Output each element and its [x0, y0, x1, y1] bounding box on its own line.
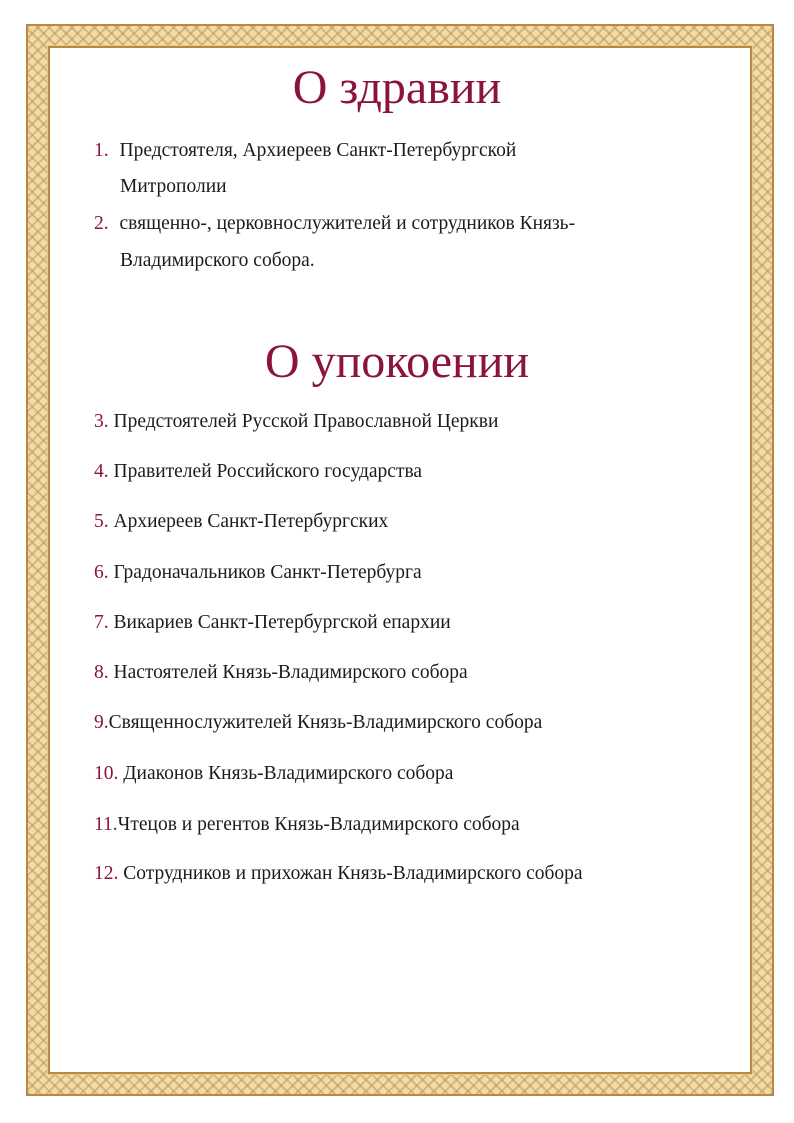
- item-text: Архиереев Санкт-Петербургских: [113, 511, 389, 532]
- item-text: Викариев Санкт-Петербургской епархии: [113, 612, 451, 633]
- repose-item-5: [94, 512, 388, 532]
- health-item-2-continuation: Владимирского собора.: [120, 250, 315, 271]
- item-number: 10.: [94, 763, 119, 784]
- repose-item-9: [94, 713, 542, 733]
- item-text: Настоятелей Князь-Владимирского собора: [113, 662, 468, 683]
- item-number: 8.: [94, 662, 109, 683]
- repose-item-12: [94, 864, 583, 884]
- repose-item-3: [94, 412, 498, 432]
- item-number: 7.: [94, 612, 109, 633]
- item-number: 3.: [94, 411, 109, 432]
- repose-title: О упокоении: [264, 335, 530, 388]
- item-number: 6.: [94, 562, 109, 583]
- item-number: 9.: [94, 712, 109, 733]
- item-number: 11.: [94, 814, 118, 835]
- item-text: Правителей Российского государства: [113, 461, 423, 482]
- health-item-1: [94, 141, 516, 161]
- item-text: Предстоятеля, Архиереев Санкт-Петербургской: [119, 140, 517, 161]
- item-number: 4.: [94, 461, 109, 482]
- item-text: Чтецов и регентов Князь-Владимирского собора: [117, 814, 520, 835]
- health-item-2: [94, 214, 575, 234]
- health-title: О здравии: [292, 61, 502, 114]
- item-number: 1.: [94, 140, 109, 161]
- repose-item-6: [94, 563, 422, 583]
- repose-item-7: [94, 613, 451, 633]
- repose-item-4: [94, 462, 422, 482]
- item-number: 12.: [94, 863, 119, 884]
- item-text: Градоначальников Санкт-Петербурга: [113, 562, 422, 583]
- item-text: Диаконов Князь-Владимирского собора: [123, 763, 454, 784]
- repose-item-8: [94, 663, 468, 683]
- item-text: Священнослужителей Князь-Владимирского собора: [108, 712, 543, 733]
- page-panel: [48, 46, 752, 1074]
- health-item-1-continuation: Митрополии: [120, 176, 227, 197]
- item-number: 2.: [94, 213, 109, 234]
- item-number: 5.: [94, 511, 109, 532]
- item-text: Предстоятелей Русской Православной Церкви: [113, 411, 499, 432]
- item-text: священно-, церковнослужителей и сотрудников Князь-: [119, 213, 576, 234]
- repose-item-10: [94, 764, 453, 784]
- item-text: Сотрудников и прихожан Князь-Владимирского собора: [123, 863, 583, 884]
- repose-item-11: [94, 815, 520, 835]
